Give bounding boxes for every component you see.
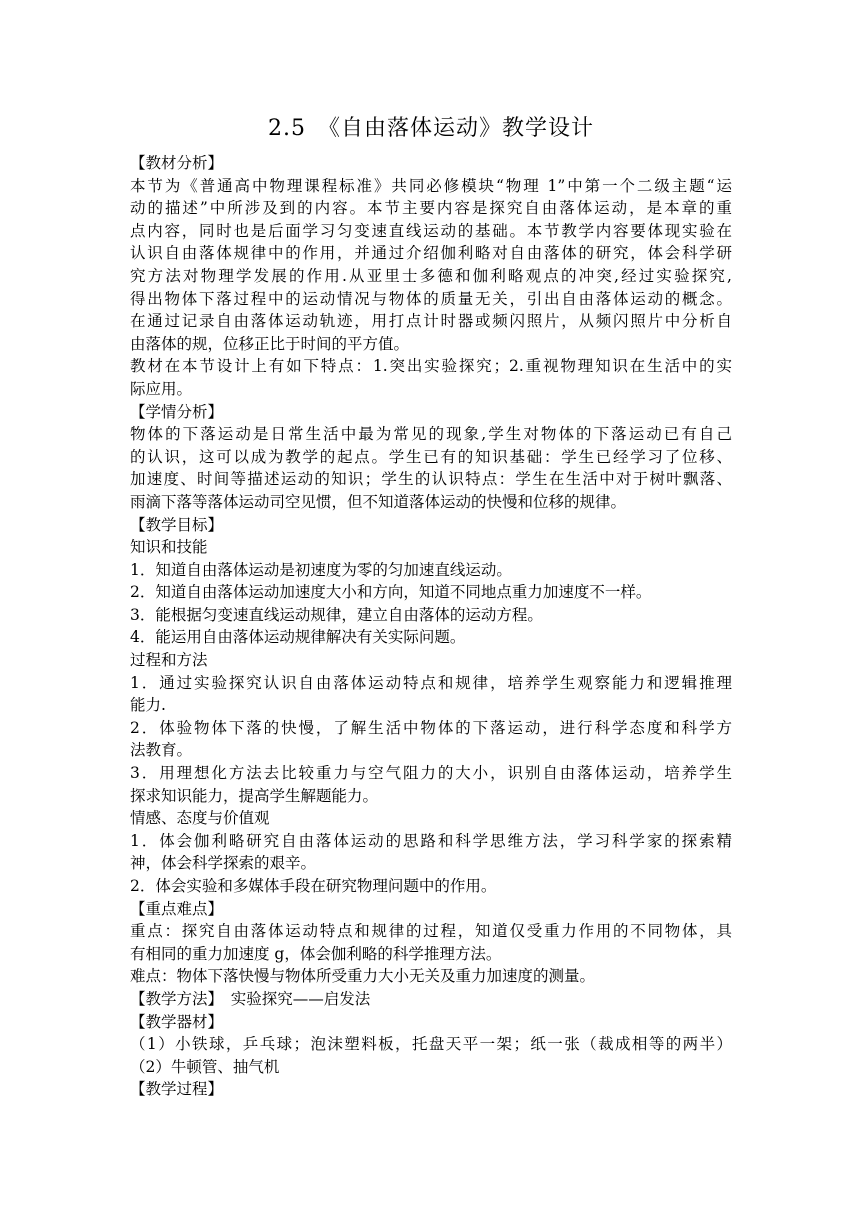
text-line: 重点：探究自由落体运动特点和规律的过程，知道仅受重力作用的不同物体，具	[130, 922, 732, 941]
text-line: 教材在本节设计上有如下特点：1.突出实验探究；2.重视物理知识在生活中的实	[130, 357, 732, 376]
text-line: 1．体会伽利略研究自由落体运动的思路和科学思维方法，学习科学家的探索精	[130, 831, 732, 850]
text-line: 【教学目标】	[130, 515, 224, 534]
text-line: 物体的下落运动是日常生活中最为常见的现象,学生对物体的下落运动已有自己	[130, 425, 732, 444]
text-line: 神，体会科学探索的艰辛。	[130, 854, 317, 873]
text-line: 3．能根据匀变速直线运动规律，建立自由落体的运动方程。	[130, 605, 543, 624]
text-line: 【教学方法】 实验探究——启发法	[130, 989, 371, 1008]
text-line: 法教育。	[130, 741, 193, 760]
text-line: 1．通过实验探究认识自由落体运动特点和规律，培养学生观察能力和逻辑推理	[130, 673, 732, 692]
text-line: 【重点难点】	[130, 899, 224, 918]
text-line: 在通过记录自由落体运动轨迹，用打点计时器或频闪照片，从频闪照片中分析自	[130, 312, 732, 331]
text-line: （2）牛顿管、抽气机	[130, 1057, 280, 1076]
text-line: 加速度、时间等描述运动的知识；学生的认识特点：学生在生活中对于树叶飘落、	[130, 470, 732, 489]
text-line: 2．知道自由落体运动加速度大小和方向，知道不同地点重力加速度不一样。	[130, 583, 652, 602]
text-line: 有相同的重力加速度 g，体会伽利略的科学推理方法。	[130, 944, 502, 963]
text-line: 【教学过程】	[130, 1080, 224, 1099]
text-line: 能力.	[130, 696, 166, 715]
text-line: 2．体验物体下落的快慢，了解生活中物体的下落运动，进行科学态度和科学方	[130, 718, 732, 737]
text-line: 雨滴下落等落体运动司空见惯，但不知道落体运动的快慢和位移的规律。	[130, 492, 627, 511]
text-line: 3．用理想化方法去比较重力与空气阻力的大小，识别自由落体运动，培养学生	[130, 764, 732, 783]
text-line: （1）小铁球，乒乓球；泡沫塑料板，托盘天平一架；纸一张（裁成相等的两半）	[130, 1035, 732, 1054]
text-line: 【教材分析】	[130, 154, 224, 172]
text-line: 4．能运用自由落体运动规律解决有关实际问题。	[130, 628, 466, 647]
text-line: 得出物体下落过程中的运动情况与物体的质量无关，引出自由落体运动的概念。	[130, 289, 732, 308]
text-line: 2．体会实验和多媒体手段在研究物理问题中的作用。	[130, 877, 497, 895]
text-line: 由落体的规，位移正比于时间的平方值。	[130, 334, 410, 353]
text-line: 【学情分析】	[130, 402, 224, 421]
document-page	[130, 115, 732, 1101]
text-line: 的认识，这可以成为教学的起点。学生已有的知识基础：学生已经学习了位移、	[130, 447, 732, 466]
text-line: 1．知道自由落体运动是初速度为零的匀加速直线运动。	[130, 560, 512, 579]
text-line: 难点：物体下落快慢与物体所受重力大小无关及重力加速度的测量。	[130, 967, 596, 986]
text-line: 点内容，同时也是后面学习匀变速直线运动的基础。本节教学内容要体现实验在	[130, 221, 732, 240]
text-line: 认识自由落体规律中的作用，并通过介绍伽利略对自由落体的研究，体会科学研	[130, 244, 732, 263]
text-line: 知识和技能	[130, 538, 208, 557]
text-line: 过程和方法	[130, 651, 208, 670]
document-title: 2.5 《自由落体运动》教学设计	[268, 116, 594, 141]
document-body	[130, 152, 732, 1101]
text-line: 际应用。	[130, 379, 193, 398]
text-line: 本节为《普通高中物理课程标准》共同必修模块“物理 1”中第一个二级主题“运	[130, 176, 732, 195]
text-line: 探求知识能力，提高学生解题能力。	[130, 786, 379, 805]
text-line: 【教学器材】	[130, 1012, 224, 1031]
text-line: 究方法对物理学发展的作用.从亚里士多德和伽利略观点的冲突,经过实验探究,	[130, 266, 732, 285]
text-line: 动的描述”中所涉及到的内容。本节主要内容是探究自由落体运动，是本章的重	[130, 199, 732, 218]
text-line: 情感、态度与价值观	[130, 809, 270, 828]
